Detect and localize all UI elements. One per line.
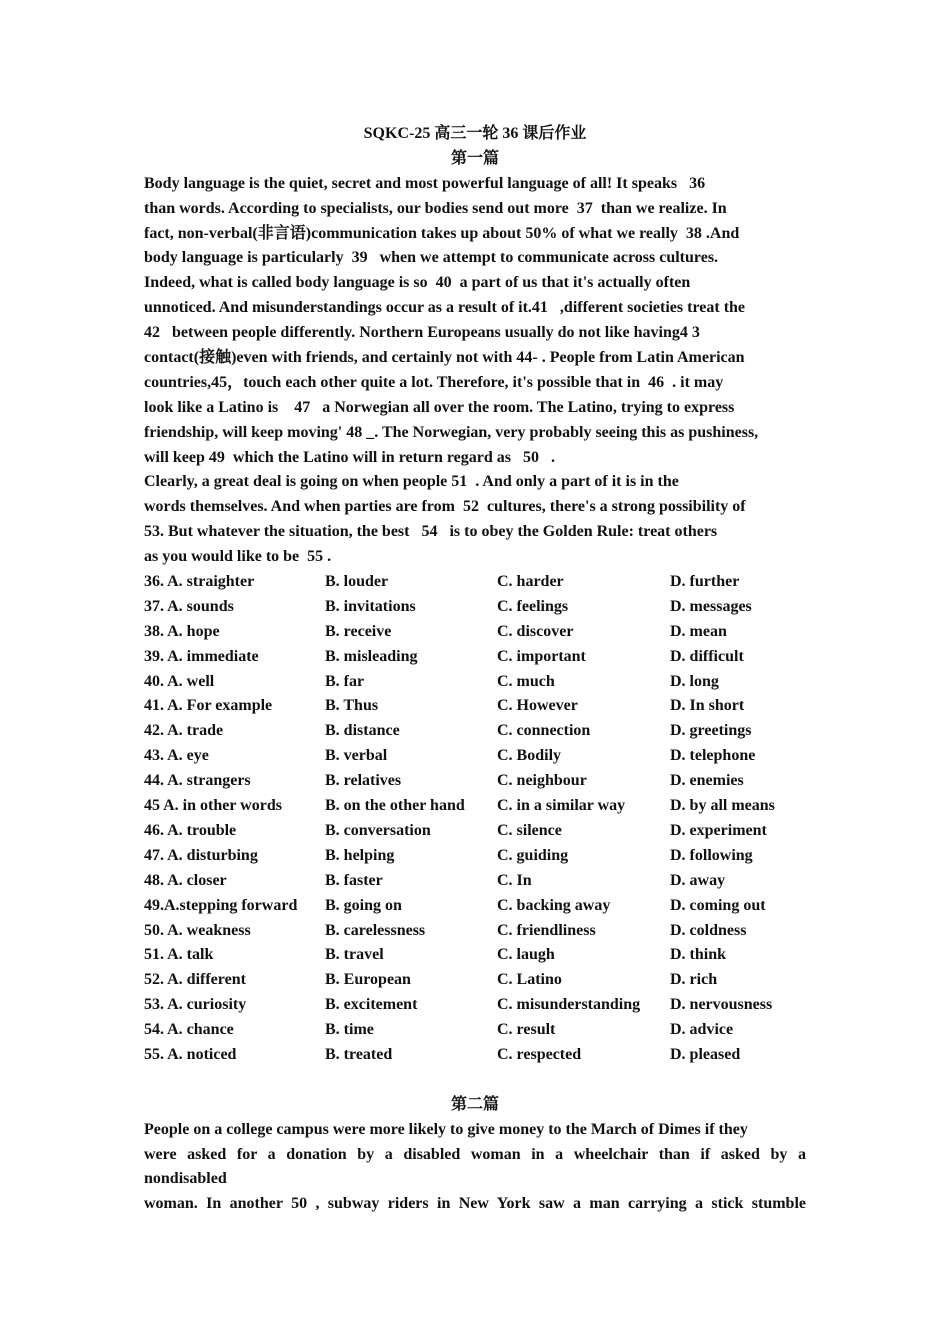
option-d: D. further xyxy=(670,573,740,591)
option-b: B. Thus xyxy=(325,697,379,715)
option-row-41 xyxy=(144,694,806,719)
passage-line: 42 between people differently. Northern Europeans usually do not like having4 3 xyxy=(144,324,700,342)
passage-line: countries,45，touch each other quite a lot. Therefore, it's possible that in 46 . it may xyxy=(144,373,724,391)
option-a: 48. A. closer xyxy=(144,871,227,889)
passage-line: look like a Latino is 47 a Norwegian all over the room. The Latino, trying to express xyxy=(144,398,735,416)
option-d: D. experiment xyxy=(670,821,767,839)
option-a: 36. A. straighter xyxy=(144,573,255,591)
option-a: 55. A. noticed xyxy=(144,1045,237,1063)
option-a: 37. A. sounds xyxy=(144,597,234,615)
option-a: 46. A. trouble xyxy=(144,821,237,839)
option-b: B. verbal xyxy=(325,747,388,765)
option-a: 40. A. well xyxy=(144,672,215,690)
section-spacer xyxy=(144,1068,806,1093)
option-d: D. messages xyxy=(670,597,752,615)
passage-line: nondisabled xyxy=(144,1170,227,1188)
option-b: B. faster xyxy=(325,871,383,889)
passage-line: words themselves. And when parties are from 52 cultures, there's a strong possibility of xyxy=(144,498,746,516)
option-d: D. pleased xyxy=(670,1045,741,1063)
option-c: C. feelings xyxy=(497,597,569,615)
section-2-heading: 第二篇 xyxy=(450,1095,499,1113)
option-d: D. difficult xyxy=(670,647,744,665)
option-b: B. carelessness xyxy=(325,921,426,939)
option-c: C. Bodily xyxy=(497,747,562,765)
option-a: 50. A. weakness xyxy=(144,921,251,939)
option-a: 43. A. eye xyxy=(144,747,209,765)
option-a: 51. A. talk xyxy=(144,946,214,964)
option-row-42 xyxy=(144,719,806,744)
option-b: B. receive xyxy=(325,622,392,640)
option-b: B. invitations xyxy=(325,597,416,615)
option-d: D. advice xyxy=(670,1021,734,1039)
option-c: C. In xyxy=(497,871,532,889)
option-a: 42. A. trade xyxy=(144,722,224,740)
option-b: B. misleading xyxy=(325,647,418,665)
option-b: B. time xyxy=(325,1021,374,1039)
option-a: 52. A. different xyxy=(144,971,246,989)
passage-line: Clearly, a great deal is going on when people 51 . And only a part of it is in the xyxy=(144,473,679,491)
option-d: D. mean xyxy=(670,622,727,640)
option-row-38 xyxy=(144,620,806,645)
passage-line: 53. But whatever the situation, the best 54 is to obey the Golden Rule: treat others xyxy=(144,523,718,541)
option-c: C. silence xyxy=(497,821,562,839)
passage-line: will keep 49 which the Latino will in return regard as 50 . xyxy=(144,448,555,466)
option-row-43 xyxy=(144,744,806,769)
option-a: 41. A. For example xyxy=(144,697,273,715)
option-d: D. coming out xyxy=(670,896,766,914)
option-c: C. connection xyxy=(497,722,591,740)
option-c: C. However xyxy=(497,697,578,715)
option-b: B. distance xyxy=(325,722,400,740)
option-a: 47. A. disturbing xyxy=(144,846,258,864)
option-row-45 xyxy=(144,794,806,819)
option-d: D. greetings xyxy=(670,722,752,740)
passage-line: fact, non-verbal(非言语)communication takes up about 50% of what we really 38 .And xyxy=(144,224,740,242)
option-c: C. guiding xyxy=(497,846,569,864)
option-d: D. following xyxy=(670,846,753,864)
option-c: C. discover xyxy=(497,622,574,640)
option-row-40 xyxy=(144,670,806,695)
option-c: C. neighbour xyxy=(497,772,587,790)
option-row-44 xyxy=(144,769,806,794)
option-row-36 xyxy=(144,570,806,595)
passage-line: Body language is the quiet, secret and most powerful language of all! It speaks 36 xyxy=(144,174,706,192)
option-b: B. louder xyxy=(325,573,389,591)
option-c: C. respected xyxy=(497,1045,582,1063)
option-c: C. important xyxy=(497,647,586,665)
option-row-51 xyxy=(144,943,806,968)
option-b: B. going on xyxy=(325,896,402,914)
option-b: B. far xyxy=(325,672,365,690)
option-b: B. travel xyxy=(325,946,384,964)
option-d: D. long xyxy=(670,672,719,690)
option-row-53 xyxy=(144,993,806,1018)
passage-line: body language is particularly 39 when we attempt to communicate across cultures. xyxy=(144,249,719,267)
option-b: B. on the other hand xyxy=(325,797,465,815)
option-row-39 xyxy=(144,645,806,670)
section-1-passage xyxy=(144,172,806,570)
option-row-55 xyxy=(144,1043,806,1068)
option-row-50 xyxy=(144,919,806,944)
passage-line: friendship, will keep moving' 48 _. The Norwegian, very probably seeing this as pushiness, xyxy=(144,423,759,441)
option-row-46 xyxy=(144,819,806,844)
option-a: 49.A.stepping forward xyxy=(144,896,298,914)
option-c: C. backing away xyxy=(497,896,611,914)
passage-line: Indeed, what is called body language is so 40 a part of us that it's actually often xyxy=(144,274,691,292)
option-a: 39. A. immediate xyxy=(144,647,259,665)
option-b: B. helping xyxy=(325,846,395,864)
option-row-54 xyxy=(144,1018,806,1043)
option-d: D. enemies xyxy=(670,772,744,790)
option-c: C. much xyxy=(497,672,555,690)
passage-line: than words. According to specialists, our bodies send out more 37 than we realize. In xyxy=(144,199,727,217)
option-a: 44. A. strangers xyxy=(144,772,251,790)
option-c: C. Latino xyxy=(497,971,562,989)
option-b: B. relatives xyxy=(325,772,402,790)
option-d: D. away xyxy=(670,871,726,889)
passage-line: contact(接触)even with friends, and certainly not with 44- . People from Latin American xyxy=(144,349,745,367)
option-c: C. harder xyxy=(497,573,564,591)
option-row-47 xyxy=(144,844,806,869)
option-a: 38. A. hope xyxy=(144,622,220,640)
option-d: D. think xyxy=(670,946,727,964)
option-b: B. excitement xyxy=(325,996,418,1014)
section-2-passage xyxy=(144,1118,806,1218)
option-a: 45 A. in other words xyxy=(144,797,282,815)
option-b: B. conversation xyxy=(325,821,431,839)
option-row-37 xyxy=(144,595,806,620)
passage-line: as you would like to be 55 . xyxy=(144,548,332,566)
option-c: C. result xyxy=(497,1021,556,1039)
option-c: C. misunderstanding xyxy=(497,996,641,1014)
option-d: D. telephone xyxy=(670,747,756,765)
option-d: D. coldness xyxy=(670,921,747,939)
document-page xyxy=(144,122,806,1217)
passage-line: were asked for a donation by a disabled woman in a wheelchair than if asked by a xyxy=(144,1145,806,1163)
document-title: SQKC-25 高三一轮 36 课后作业 xyxy=(363,125,587,142)
option-row-52 xyxy=(144,968,806,993)
option-row-48 xyxy=(144,869,806,894)
option-a: 54. A. chance xyxy=(144,1021,234,1039)
option-d: D. by all means xyxy=(670,797,775,815)
option-d: D. nervousness xyxy=(670,996,773,1014)
option-b: B. European xyxy=(325,971,411,989)
option-c: C. friendliness xyxy=(497,921,596,939)
passage-line: People on a college campus were more likely to give money to the March of Dimes if they xyxy=(144,1120,748,1138)
section-1-heading: 第一篇 xyxy=(450,149,499,167)
option-c: C. laugh xyxy=(497,946,555,964)
passage-line: woman. In another 50 , subway riders in New York saw a man carrying a stick stumble xyxy=(144,1195,806,1213)
option-d: D. rich xyxy=(670,971,718,989)
option-a: 53. A. curiosity xyxy=(144,996,247,1014)
passage-line: unnoticed. And misunderstandings occur as a result of it.41 ,different societies treat the xyxy=(144,299,746,317)
option-row-49 xyxy=(144,894,806,919)
option-c: C. in a similar way xyxy=(497,797,626,815)
option-b: B. treated xyxy=(325,1045,393,1063)
option-d: D. In short xyxy=(670,697,745,715)
answer-options xyxy=(144,570,806,1068)
